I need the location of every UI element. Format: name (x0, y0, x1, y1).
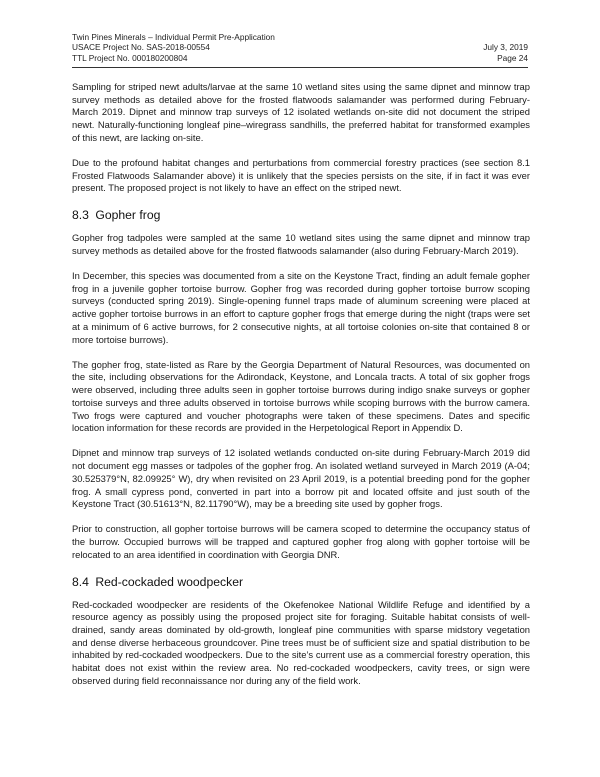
page-body (72, 81, 530, 700)
section-title: Red-cockaded woodpecker (95, 574, 244, 589)
paragraph: Prior to construction, all gopher tortoise burrows will be camera scoped to determine the occupancy status of the burrow. Occupied burrows will be trapped and captured gopher frog along with gopher tortoise will be relocated to an area identified in coordination with Georgia DNR. (72, 523, 530, 560)
section-title: Gopher frog (95, 208, 161, 223)
page-header (72, 32, 528, 63)
header-usace-number: USACE Project No. SAS-2018-00554 (72, 42, 210, 53)
paragraph: Sampling for striped newt adults/larvae at the same 10 wetland sites using the same dipnet and minnow trap survey methods as detailed above for the frosted flatwoods salamander was performed during February-March 2019. Dipnet and minnow trap surveys of 12 isolated wetlands on-site did not document the striped newt. Naturally-functioning longleaf pine–wiregrass sandhills, the preferred habitat for transformed examples of this newt, are lacking on-site. (72, 81, 530, 143)
paragraph: Due to the profound habitat changes and perturbations from commercial forestry practices (see section 8.1 Frosted Flatwoods Salamander above) it is unlikely that the species persists on the site, if in fact it was ever present. The proposed project is not likely to have an effect on the striped newt. (72, 157, 530, 194)
section-heading-gopher-frog (72, 208, 530, 223)
header-divider (72, 67, 528, 68)
section-number: 8.3 (72, 208, 89, 223)
header-row-1 (72, 32, 528, 42)
paragraph: Gopher frog tadpoles were sampled at the same 10 wetland sites using the same dipnet and minnow trap survey methods as detailed above for the frosted flatwoods salamander (also during February-March 2019). (72, 232, 530, 256)
paragraph: The gopher frog, state-listed as Rare by the Georgia Department of Natural Resources, was documented on the site, including observations for the Adirondack, Keystone, and Loncala tracts. A total of six gopher frogs were observed, including three adults seen in gopher tortoise burrows during indigo snake surveys or gopher tortoise surveys and three adults observed in tortoise burrows while scoping burrows with the burrow camera. Two frogs were captured and voucher photographs were taken of these specimens. Dates and specific location information for these records are provided in the Herpetological Report in Appendix D. (72, 358, 530, 434)
paragraph: Red-cockaded woodpecker are residents of the Okefenokee National Wildlife Refuge and identified by a resource agency as possibly using the proposed project site for foraging. Suitable habitat consists of well-drained, sandy areas dominated by old-growth, longleaf pine communities with sparse midstory vegetation and dense diverse herbaceous groundcover. Pine trees must be of sufficient size and spatial distribution to be inhabited by red-cockaded woodpeckers. Due to the site’s current use as a commercial forestry operation, this habitat does not exist within the review area. No red-cockaded woodpeckers, cavity trees, or sign were observed during field reconnaissance nor during any of the field work. (72, 598, 530, 686)
header-project-title: Twin Pines Minerals – Individual Permit Pre-Application (72, 32, 275, 42)
section-number: 8.4 (72, 574, 89, 589)
section-heading-red-cockaded-woodpecker (72, 575, 530, 590)
header-row-3 (72, 53, 528, 63)
header-ttl-number: TTL Project No. 000180200804 (72, 52, 188, 63)
paragraph: Dipnet and minnow trap surveys of 12 isolated wetlands conducted on-site during February-March 2019 did not document egg masses or tadpoles of the gopher frog. An isolated wetland surveyed in March 2019 (A-04; 30.525379°N, 82.09925° W), dry when revisited on 23 April 2019, is a potential breeding pond for the gopher frog. A small cypress pond, converted in part into a borrow pit and located offsite and just south of the Keystone Tract (30.51613°N, 82.11790°W), may be a breeding site used by gopher frogs. (72, 447, 530, 510)
header-page-number: Page 24 (497, 52, 528, 63)
header-row-2 (72, 42, 528, 52)
header-date: July 3, 2019 (483, 42, 528, 53)
paragraph: In December, this species was documented from a site on the Keystone Tract, finding an adult female gopher frog in a juvenile gopher tortoise burrow. Gopher frog was recorded during gopher tortoise burrow scoping surveys (conducted spring 2019). Single-opening funnel traps made of aluminum screening were placed at active gopher tortoise burrows in an effort to capture gopher frogs that emerge during the night (traps were set at a minimum of 6 active burrows, for 2 consecutive nights, at all tortoise colonies on-site that contained 8 or more tortoise burrows). (72, 270, 530, 345)
